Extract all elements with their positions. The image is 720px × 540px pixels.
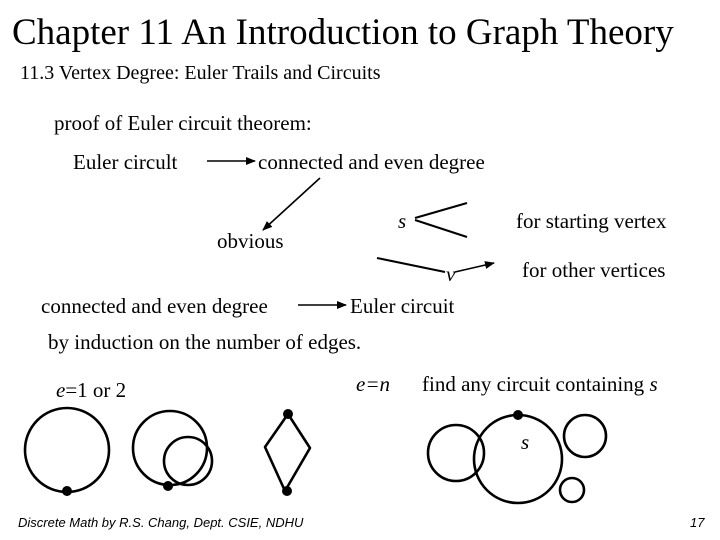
other-vertices-note: for other vertices xyxy=(522,258,666,282)
page-number: 17 xyxy=(690,515,705,530)
start-edge-in xyxy=(415,203,467,218)
euler-circuit-premise: Euler circult xyxy=(73,150,178,174)
v-edge-in xyxy=(377,258,445,272)
base-graph-parallel-bottom-vertex xyxy=(282,486,292,496)
induction-method: by induction on the number of edges. xyxy=(48,330,362,354)
circuit-s-label: s xyxy=(521,430,530,454)
slide-title: Chapter 11 An Introduction to Graph Theory xyxy=(12,12,674,53)
base-graph-two-loops xyxy=(133,411,212,491)
obvious-label: obvious xyxy=(217,229,284,253)
start-edge-out xyxy=(415,220,467,237)
inductive-step-prefix: find any circuit containing xyxy=(422,372,650,396)
other-vertex-label: v xyxy=(446,262,456,286)
starting-vertex-note: for starting vertex xyxy=(516,209,667,233)
obvious-arrow xyxy=(263,178,320,230)
footer-credit: Discrete Math by R.S. Chang, Dept. CSIE, NDHU xyxy=(18,515,304,530)
connected-even-premise: connected and even degree xyxy=(41,294,268,318)
inductive-circuit-graph xyxy=(428,410,606,503)
base-graph-loop xyxy=(25,408,109,496)
connected-even-conclusion: connected and even degree xyxy=(258,150,485,174)
base-case-label xyxy=(56,380,126,401)
start-vertex-label: s xyxy=(398,209,407,233)
base-graph-loop-vertex xyxy=(62,486,72,496)
inductive-condition: e=n xyxy=(356,372,390,396)
base-graph-parallel-top-vertex xyxy=(283,409,293,419)
base-graph-parallel-edges xyxy=(265,409,310,496)
proof-heading: proof of Euler circuit theorem: xyxy=(54,111,312,135)
base-case-text: =1 or 2 xyxy=(65,378,127,402)
inductive-step-vertex: s xyxy=(649,372,658,396)
v-edge-out xyxy=(455,263,494,272)
base-graph-two-loops-vertex xyxy=(163,481,173,491)
inductive-step-text xyxy=(422,374,658,395)
euler-circuit-conclusion: Euler circuit xyxy=(350,294,455,318)
base-case-variable: e xyxy=(56,378,66,402)
circuit-vertex-s xyxy=(513,410,523,420)
slide-subtitle: 11.3 Vertex Degree: Euler Trails and Circuits xyxy=(20,62,381,84)
